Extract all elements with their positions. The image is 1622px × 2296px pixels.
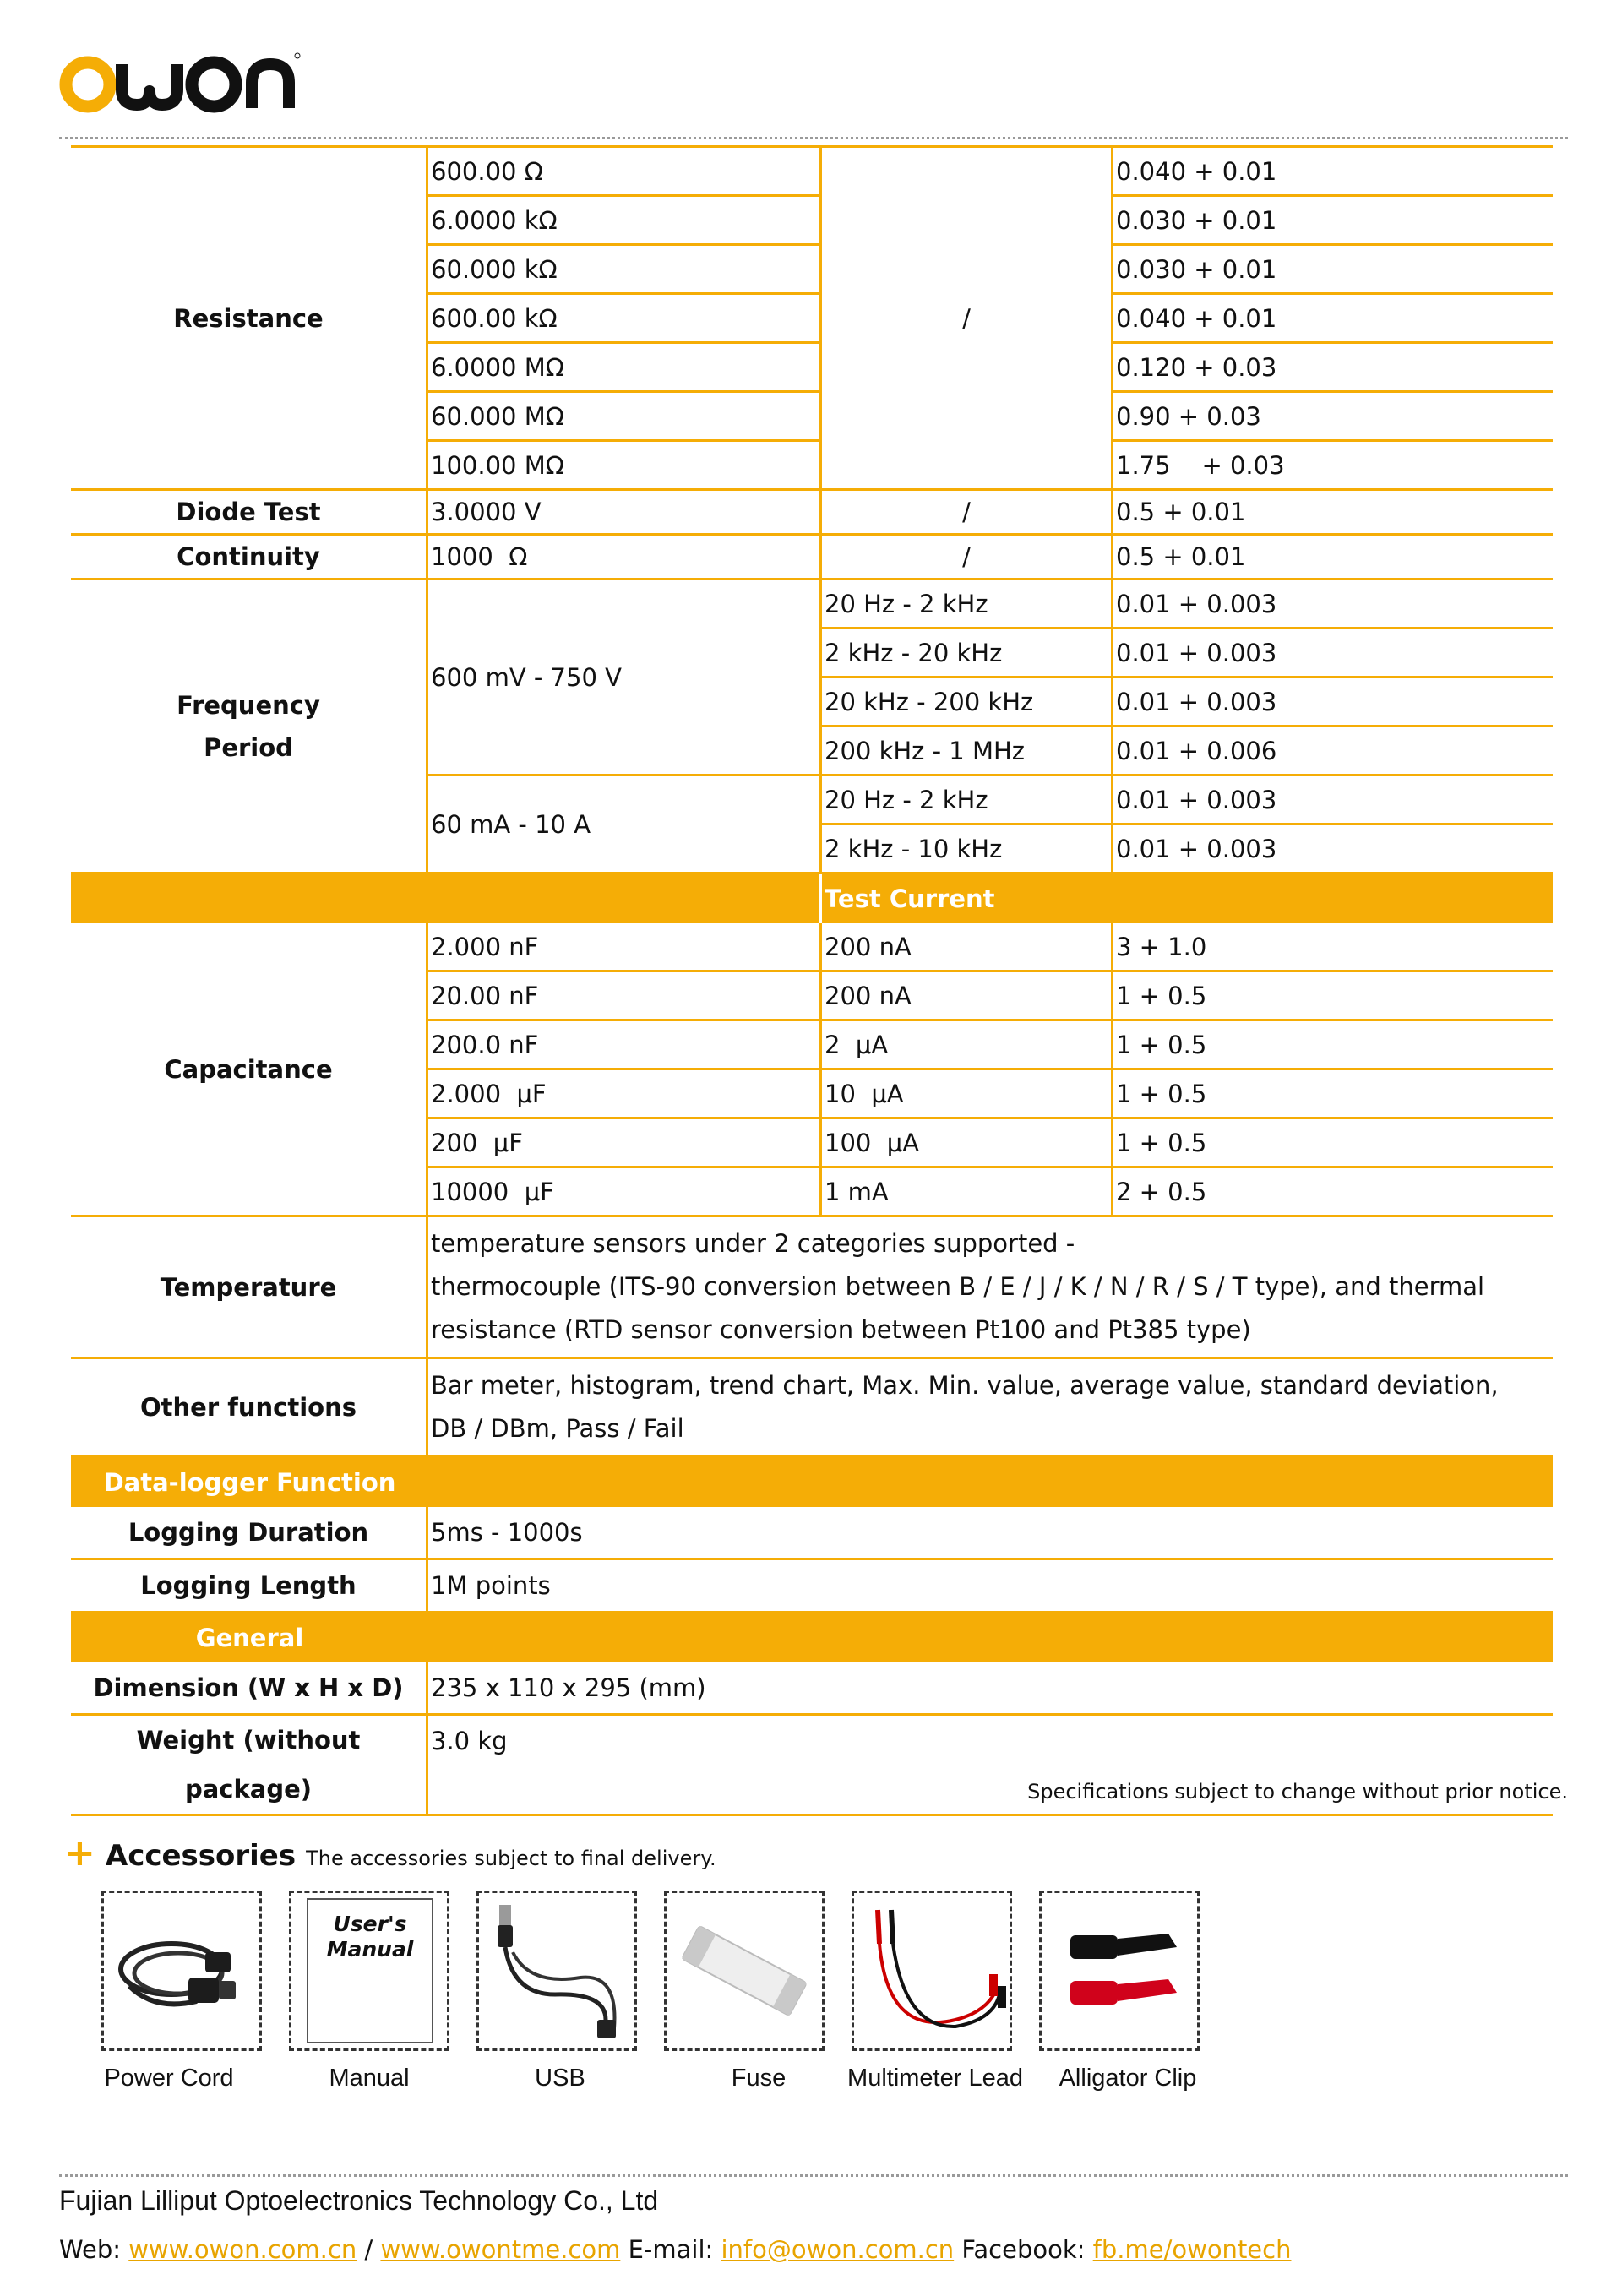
website-link-1[interactable]: www.owon.com.cn bbox=[128, 2235, 357, 2264]
facebook-label: Facebook: bbox=[961, 2235, 1086, 2264]
range-cell: 100.00 MΩ bbox=[431, 450, 564, 480]
manual-image bbox=[289, 1891, 449, 2051]
logging-length-value: 1M points bbox=[431, 1571, 551, 1600]
continuity-label: Continuity bbox=[71, 536, 428, 578]
accessory-label: Multimeter Lead bbox=[847, 2065, 1023, 2092]
website-link-2[interactable]: www.owontme.com bbox=[380, 2235, 621, 2264]
accuracy-cell: 0.01 + 0.003 bbox=[1113, 580, 1553, 629]
logging-duration-row bbox=[71, 1507, 1553, 1560]
range-cell: 6.0000 kΩ bbox=[428, 197, 819, 246]
spec-table bbox=[71, 145, 1553, 1816]
frequency-row bbox=[71, 580, 1553, 874]
weight-value: 3.0 kg bbox=[431, 1727, 508, 1755]
band-cell: 20 kHz - 200 kHz bbox=[822, 678, 1111, 727]
dimension-row bbox=[71, 1662, 1553, 1716]
accuracy-cell: 0.01 + 0.003 bbox=[1113, 678, 1553, 727]
accuracy-cell: 1 + 0.5 bbox=[1113, 1070, 1553, 1119]
band-cell: 2 kHz - 10 kHz bbox=[825, 834, 1003, 863]
accuracy-cell: 0.5 + 0.01 bbox=[1116, 498, 1246, 526]
header-divider bbox=[59, 137, 1568, 139]
fuse-image bbox=[664, 1891, 825, 2051]
resistance-mid bbox=[822, 148, 1113, 488]
accuracy-cell: 1 + 0.5 bbox=[1113, 1119, 1553, 1168]
accuracy-cell: 0.120 + 0.03 bbox=[1113, 344, 1553, 393]
current-cell: 1 mA bbox=[825, 1177, 889, 1206]
test-lead-icon bbox=[854, 1893, 1010, 2048]
text-line: temperature sensors under 2 categories supported - bbox=[431, 1229, 1075, 1258]
plus-icon: + bbox=[64, 1831, 95, 1874]
capacitance-row bbox=[71, 923, 1553, 1217]
dimension-label: Dimension (W x H x D) bbox=[71, 1662, 428, 1713]
resistance-accuracy bbox=[1113, 148, 1553, 488]
logging-length-row bbox=[71, 1560, 1553, 1613]
range-cell: 60 mA - 10 A bbox=[431, 809, 591, 839]
temperature-label: Temperature bbox=[71, 1217, 428, 1357]
other-functions-label: Other functions bbox=[71, 1359, 428, 1455]
frequency-label-line: Frequency bbox=[177, 690, 320, 720]
logging-duration-label: Logging Duration bbox=[71, 1507, 428, 1558]
current-cell: 100 μA bbox=[822, 1119, 1111, 1168]
range-cell: 2.000 nF bbox=[428, 923, 819, 972]
range-cell: 600.00 Ω bbox=[428, 148, 819, 197]
dimension-value: 235 x 110 x 295 (mm) bbox=[431, 1673, 706, 1702]
band-cell: 2 kHz - 20 kHz bbox=[822, 629, 1111, 678]
alligator-clip-image bbox=[1039, 1891, 1200, 2051]
range-cell: 6.0000 MΩ bbox=[428, 344, 819, 393]
text-line: thermocouple (ITS-90 conversion between B / E / J / K / N / R / S / T type), and thermal bbox=[431, 1272, 1485, 1301]
test-current-label: Test Current bbox=[825, 884, 995, 913]
accuracy-cell: 1.75 + 0.03 bbox=[1116, 450, 1285, 480]
multimeter-lead-image bbox=[852, 1891, 1012, 2051]
logging-length-label: Logging Length bbox=[71, 1560, 428, 1611]
accuracy-cell: 0.5 + 0.01 bbox=[1116, 542, 1246, 571]
resistance-label: Resistance bbox=[71, 148, 428, 488]
mid-cell: / bbox=[962, 542, 971, 571]
logging-duration-value: 5ms - 1000s bbox=[431, 1518, 583, 1547]
accuracy-cell: 1 + 0.5 bbox=[1113, 1021, 1553, 1070]
range-cell: 20.00 nF bbox=[428, 972, 819, 1021]
accuracy-cell: 2 + 0.5 bbox=[1116, 1177, 1207, 1206]
accuracy-cell: 0.01 + 0.003 bbox=[1116, 834, 1277, 863]
datalogger-header-label: Data-logger Function bbox=[103, 1468, 396, 1497]
accessories-heading bbox=[64, 1831, 716, 1874]
accuracy-cell: 0.040 + 0.01 bbox=[1113, 295, 1553, 344]
other-functions-text bbox=[428, 1359, 1553, 1455]
current-cell: 200 nA bbox=[822, 972, 1111, 1021]
accuracy-cell: 1 + 0.5 bbox=[1113, 972, 1553, 1021]
band-cell: 200 kHz - 1 MHz bbox=[825, 736, 1026, 765]
range-cell: 200 μF bbox=[428, 1119, 819, 1168]
test-current-header bbox=[71, 874, 1553, 923]
accessory-label: Manual bbox=[329, 2065, 410, 2092]
other-functions-row bbox=[71, 1359, 1553, 1458]
range-cell: 60.000 kΩ bbox=[428, 246, 819, 295]
company-name: Fujian Lilliput Optoelectronics Technology Co., Ltd bbox=[59, 2185, 659, 2216]
text-line: Bar meter, histogram, trend chart, Max. Min. value, average value, standard deviation, bbox=[431, 1371, 1499, 1400]
accessories-subtitle: The accessories subject to final delivery. bbox=[306, 1847, 716, 1870]
range-cell: 600.00 kΩ bbox=[428, 295, 819, 344]
band-cell: 20 Hz - 2 kHz bbox=[822, 776, 1111, 825]
email-link[interactable]: info@owon.com.cn bbox=[721, 2235, 955, 2264]
frequency-label bbox=[71, 580, 428, 872]
band-cell: 20 Hz - 2 kHz bbox=[822, 580, 1111, 629]
accuracy-cell: 0.01 + 0.003 bbox=[1113, 776, 1553, 825]
frequency-group bbox=[428, 776, 1553, 872]
range-cell: 600 mV - 750 V bbox=[431, 662, 622, 692]
alligator-clip-icon bbox=[1042, 1893, 1197, 2048]
mid-cell: / bbox=[962, 303, 971, 333]
accuracy-cell: 0.040 + 0.01 bbox=[1113, 148, 1553, 197]
period-label-line: Period bbox=[204, 732, 293, 762]
mid-cell: / bbox=[962, 498, 971, 526]
accuracy-cell: 3 + 1.0 bbox=[1113, 923, 1553, 972]
range-cell: 10000 μF bbox=[431, 1177, 554, 1206]
range-cell: 1000 Ω bbox=[431, 542, 528, 571]
accessory-label: USB bbox=[535, 2065, 585, 2092]
web-separator: / bbox=[364, 2235, 373, 2264]
general-header-label: General bbox=[195, 1624, 304, 1652]
accuracy-cell: 0.90 + 0.03 bbox=[1113, 393, 1553, 442]
accuracy-cell: 0.030 + 0.01 bbox=[1113, 246, 1553, 295]
fuse-icon bbox=[667, 1893, 822, 2048]
accessory-label: Fuse bbox=[731, 2065, 787, 2092]
current-cell: 10 μA bbox=[822, 1070, 1111, 1119]
current-cell: 2 μA bbox=[822, 1021, 1111, 1070]
current-cell: 200 nA bbox=[822, 923, 1111, 972]
text-line: resistance (RTD sensor conversion between Pt100 and Pt385 type) bbox=[431, 1315, 1251, 1344]
diode-row bbox=[71, 491, 1553, 536]
accuracy-cell: 0.01 + 0.006 bbox=[1116, 736, 1277, 765]
power-cord-image bbox=[101, 1891, 262, 2051]
resistance-row bbox=[71, 145, 1553, 491]
manual-cover-line: Manual bbox=[326, 1937, 414, 1961]
power-cord-icon bbox=[104, 1893, 259, 2048]
accessories-title: Accessories bbox=[105, 1839, 297, 1873]
accuracy-cell: 0.030 + 0.01 bbox=[1113, 197, 1553, 246]
temperature-row bbox=[71, 1217, 1553, 1359]
range-cell: 2.000 μF bbox=[428, 1070, 819, 1119]
diode-label: Diode Test bbox=[71, 491, 428, 533]
range-cell: 60.000 MΩ bbox=[428, 393, 819, 442]
accuracy-cell: 0.01 + 0.003 bbox=[1113, 629, 1553, 678]
contact-line bbox=[59, 2235, 1291, 2264]
continuity-row bbox=[71, 536, 1553, 580]
temperature-text bbox=[428, 1217, 1553, 1357]
general-header bbox=[71, 1613, 1553, 1662]
accessory-label: Power Cord bbox=[104, 2065, 234, 2092]
usb-image bbox=[476, 1891, 637, 2051]
web-label: Web: bbox=[59, 2235, 121, 2264]
range-cell: 200.0 nF bbox=[428, 1021, 819, 1070]
spec-notice: Specifications subject to change without prior notice. bbox=[1027, 1780, 1568, 1804]
owon-logo bbox=[56, 49, 301, 113]
manual-cover-line: User's bbox=[333, 1912, 407, 1936]
email-label: E-mail: bbox=[628, 2235, 714, 2264]
usb-cable-icon bbox=[479, 1893, 634, 2048]
frequency-group bbox=[428, 580, 1553, 776]
resistance-ranges bbox=[428, 148, 822, 488]
manual-cover bbox=[307, 1898, 433, 2043]
text-line: DB / DBm, Pass / Fail bbox=[431, 1414, 684, 1443]
facebook-link[interactable]: fb.me/owontech bbox=[1092, 2235, 1292, 2264]
weight-label: Weight (without package) bbox=[71, 1716, 428, 1814]
accessory-label: Alligator Clip bbox=[1059, 2065, 1197, 2092]
capacitance-label: Capacitance bbox=[71, 923, 428, 1215]
datalogger-header bbox=[71, 1458, 1553, 1507]
footer-divider bbox=[59, 2174, 1568, 2177]
range-cell: 3.0000 V bbox=[431, 498, 542, 526]
